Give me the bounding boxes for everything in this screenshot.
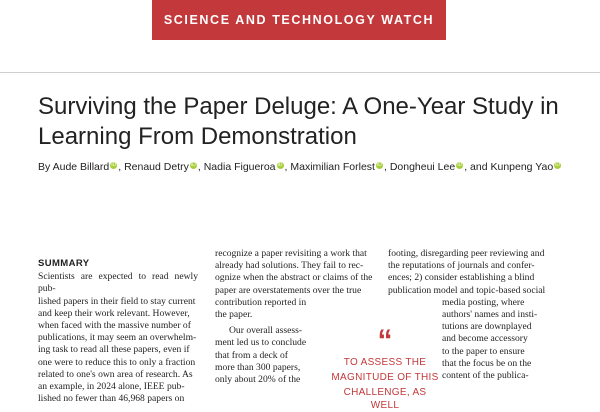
body-line: that the focus be on the xyxy=(442,357,532,369)
body-line: recognize a paper revisiting a work that xyxy=(215,248,367,259)
body-line: media posting, where xyxy=(442,296,525,308)
header-divider xyxy=(0,72,600,73)
article-title xyxy=(38,92,578,152)
body-line: to the paper to ensure xyxy=(442,345,525,357)
title-line-1: Surviving the Paper Deluge: A One-Year Study in xyxy=(38,93,559,120)
author[interactable]: Renaud Detry iD , xyxy=(124,161,201,173)
body-line: content of the publica- xyxy=(442,370,529,382)
body-line: paper are overstatements over the true xyxy=(215,284,362,296)
pull-quote-line: TO ASSESS THE xyxy=(343,357,427,368)
body-line: authors' names and insti- xyxy=(442,309,538,321)
pull-quote-line: MAGNITUDE OF THIS xyxy=(331,372,439,383)
author-list xyxy=(38,161,598,173)
body-line: publication model and topic-based social xyxy=(388,284,546,296)
body-line: ognize when the abstract or claims of the xyxy=(215,272,373,284)
body-line: only about 20% of the xyxy=(215,374,301,386)
orcid-icon[interactable]: iD xyxy=(377,162,382,168)
quote-mark-icon: “ xyxy=(377,324,393,357)
pull-quote-line: CHALLENGE, AS WELL xyxy=(343,387,427,411)
author[interactable]: Kunpeng Yao iD xyxy=(490,161,561,173)
body-line: already had solutions. They fail to rec- xyxy=(215,260,364,272)
title-line-2: Learning From Demonstration xyxy=(38,123,357,150)
orcid-icon[interactable]: iD xyxy=(457,162,463,168)
orcid-icon[interactable]: iD xyxy=(191,162,196,168)
body-line: footing, disregarding peer reviewing and xyxy=(388,248,545,259)
summary-line: lished no fewer than 46,968 papers on xyxy=(38,393,185,405)
body-line: tutions are downplayed xyxy=(442,321,532,333)
summary-line: related to one's own area of research. As xyxy=(38,368,193,380)
author[interactable]: Maximilian Forlest iD , xyxy=(290,161,387,173)
summary-line: one were to reduce this to only a fraction xyxy=(38,356,196,368)
orcid-icon[interactable]: iD xyxy=(555,162,561,168)
body-line: the paper. xyxy=(215,309,253,321)
summary-line: Scientists are expected to read newly pub- xyxy=(38,271,198,295)
orcid-icon[interactable]: iD xyxy=(111,162,117,168)
author[interactable]: Aude Billard iD , xyxy=(52,161,122,173)
byline-prefix: By xyxy=(38,161,51,173)
orcid-icon[interactable]: iD xyxy=(277,162,283,168)
summary-line: lished papers in their field to stay current xyxy=(38,295,196,307)
summary-line: publications, it may seem an overwhelm- xyxy=(38,332,197,344)
summary-line: when faced with the massive number of xyxy=(38,320,191,332)
body-line: the reputations of journals and confer- xyxy=(388,260,535,272)
summary-line: and keep their work relevant. However, xyxy=(38,307,190,319)
summary-line: ing task to read all these papers, even if xyxy=(38,344,190,356)
author[interactable]: Dongheui Lee iD , and xyxy=(389,161,488,173)
summary-heading: SUMMARY xyxy=(38,258,90,269)
author[interactable]: Nadia Figueroa iD , xyxy=(203,161,288,173)
section-banner: SCIENCE AND TECHNOLOGY WATCH xyxy=(152,0,446,40)
body-line: more than 300 papers, xyxy=(215,361,301,373)
summary-line: an example, in 2024 alone, IEEE pub- xyxy=(38,381,185,393)
body-line: and become accessory xyxy=(442,333,528,345)
body-line: contribution reported in xyxy=(215,296,307,308)
body-line: that from a deck of xyxy=(215,349,288,361)
column-summary xyxy=(38,258,198,405)
body-line: ment led us to conclude xyxy=(215,337,307,349)
body-line: ences; 2) consider establishing a blind xyxy=(388,272,535,284)
body-line: Our overall assess- xyxy=(229,325,302,337)
